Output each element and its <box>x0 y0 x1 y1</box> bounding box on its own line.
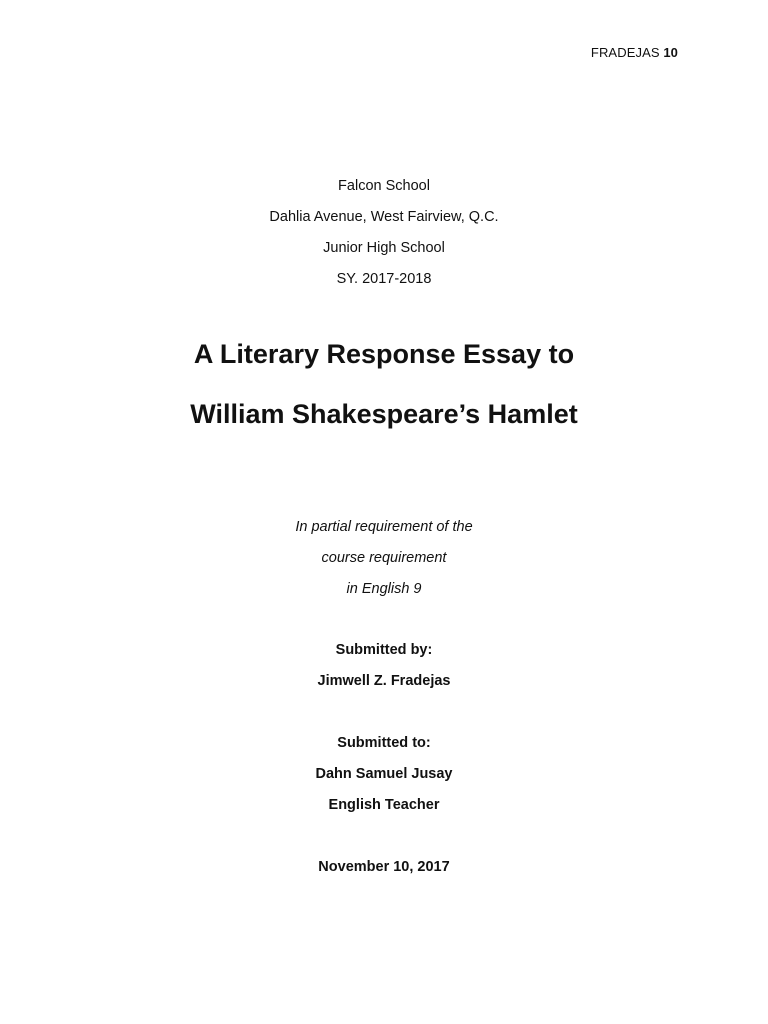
submitted-by-section <box>0 640 768 702</box>
student-name: Jimwell Z. Fradejas <box>317 673 451 689</box>
submitted-to-label: Submitted to: <box>337 735 431 751</box>
header-name: FRADEJAS <box>590 45 660 60</box>
title-line-2: William Shakespeare’s Hamlet <box>190 399 578 429</box>
submission-date: November 10, 2017 <box>318 859 450 875</box>
school-year: SY. 2017-2018 <box>336 271 432 287</box>
requirement-line-3: in English 9 <box>346 581 422 597</box>
school-name: Falcon School <box>338 178 430 194</box>
school-address: Dahlia Avenue, West Fairview, Q.C. <box>269 209 499 225</box>
requirement-statement <box>0 517 768 610</box>
title-line-1: A Literary Response Essay to <box>193 339 575 369</box>
submitted-by-label: Submitted by: <box>335 642 433 658</box>
page-header <box>591 45 678 60</box>
requirement-line-1: In partial requirement of the <box>295 519 473 535</box>
requirement-line-2: course requirement <box>321 550 447 566</box>
document-title <box>0 334 768 454</box>
teacher-role: English Teacher <box>328 797 440 813</box>
school-info <box>0 176 768 300</box>
submitted-to-section <box>0 733 768 826</box>
submission-date-section <box>0 857 768 888</box>
page-number: 10 <box>663 45 678 60</box>
school-level: Junior High School <box>323 240 445 256</box>
teacher-name: Dahn Samuel Jusay <box>315 766 453 782</box>
